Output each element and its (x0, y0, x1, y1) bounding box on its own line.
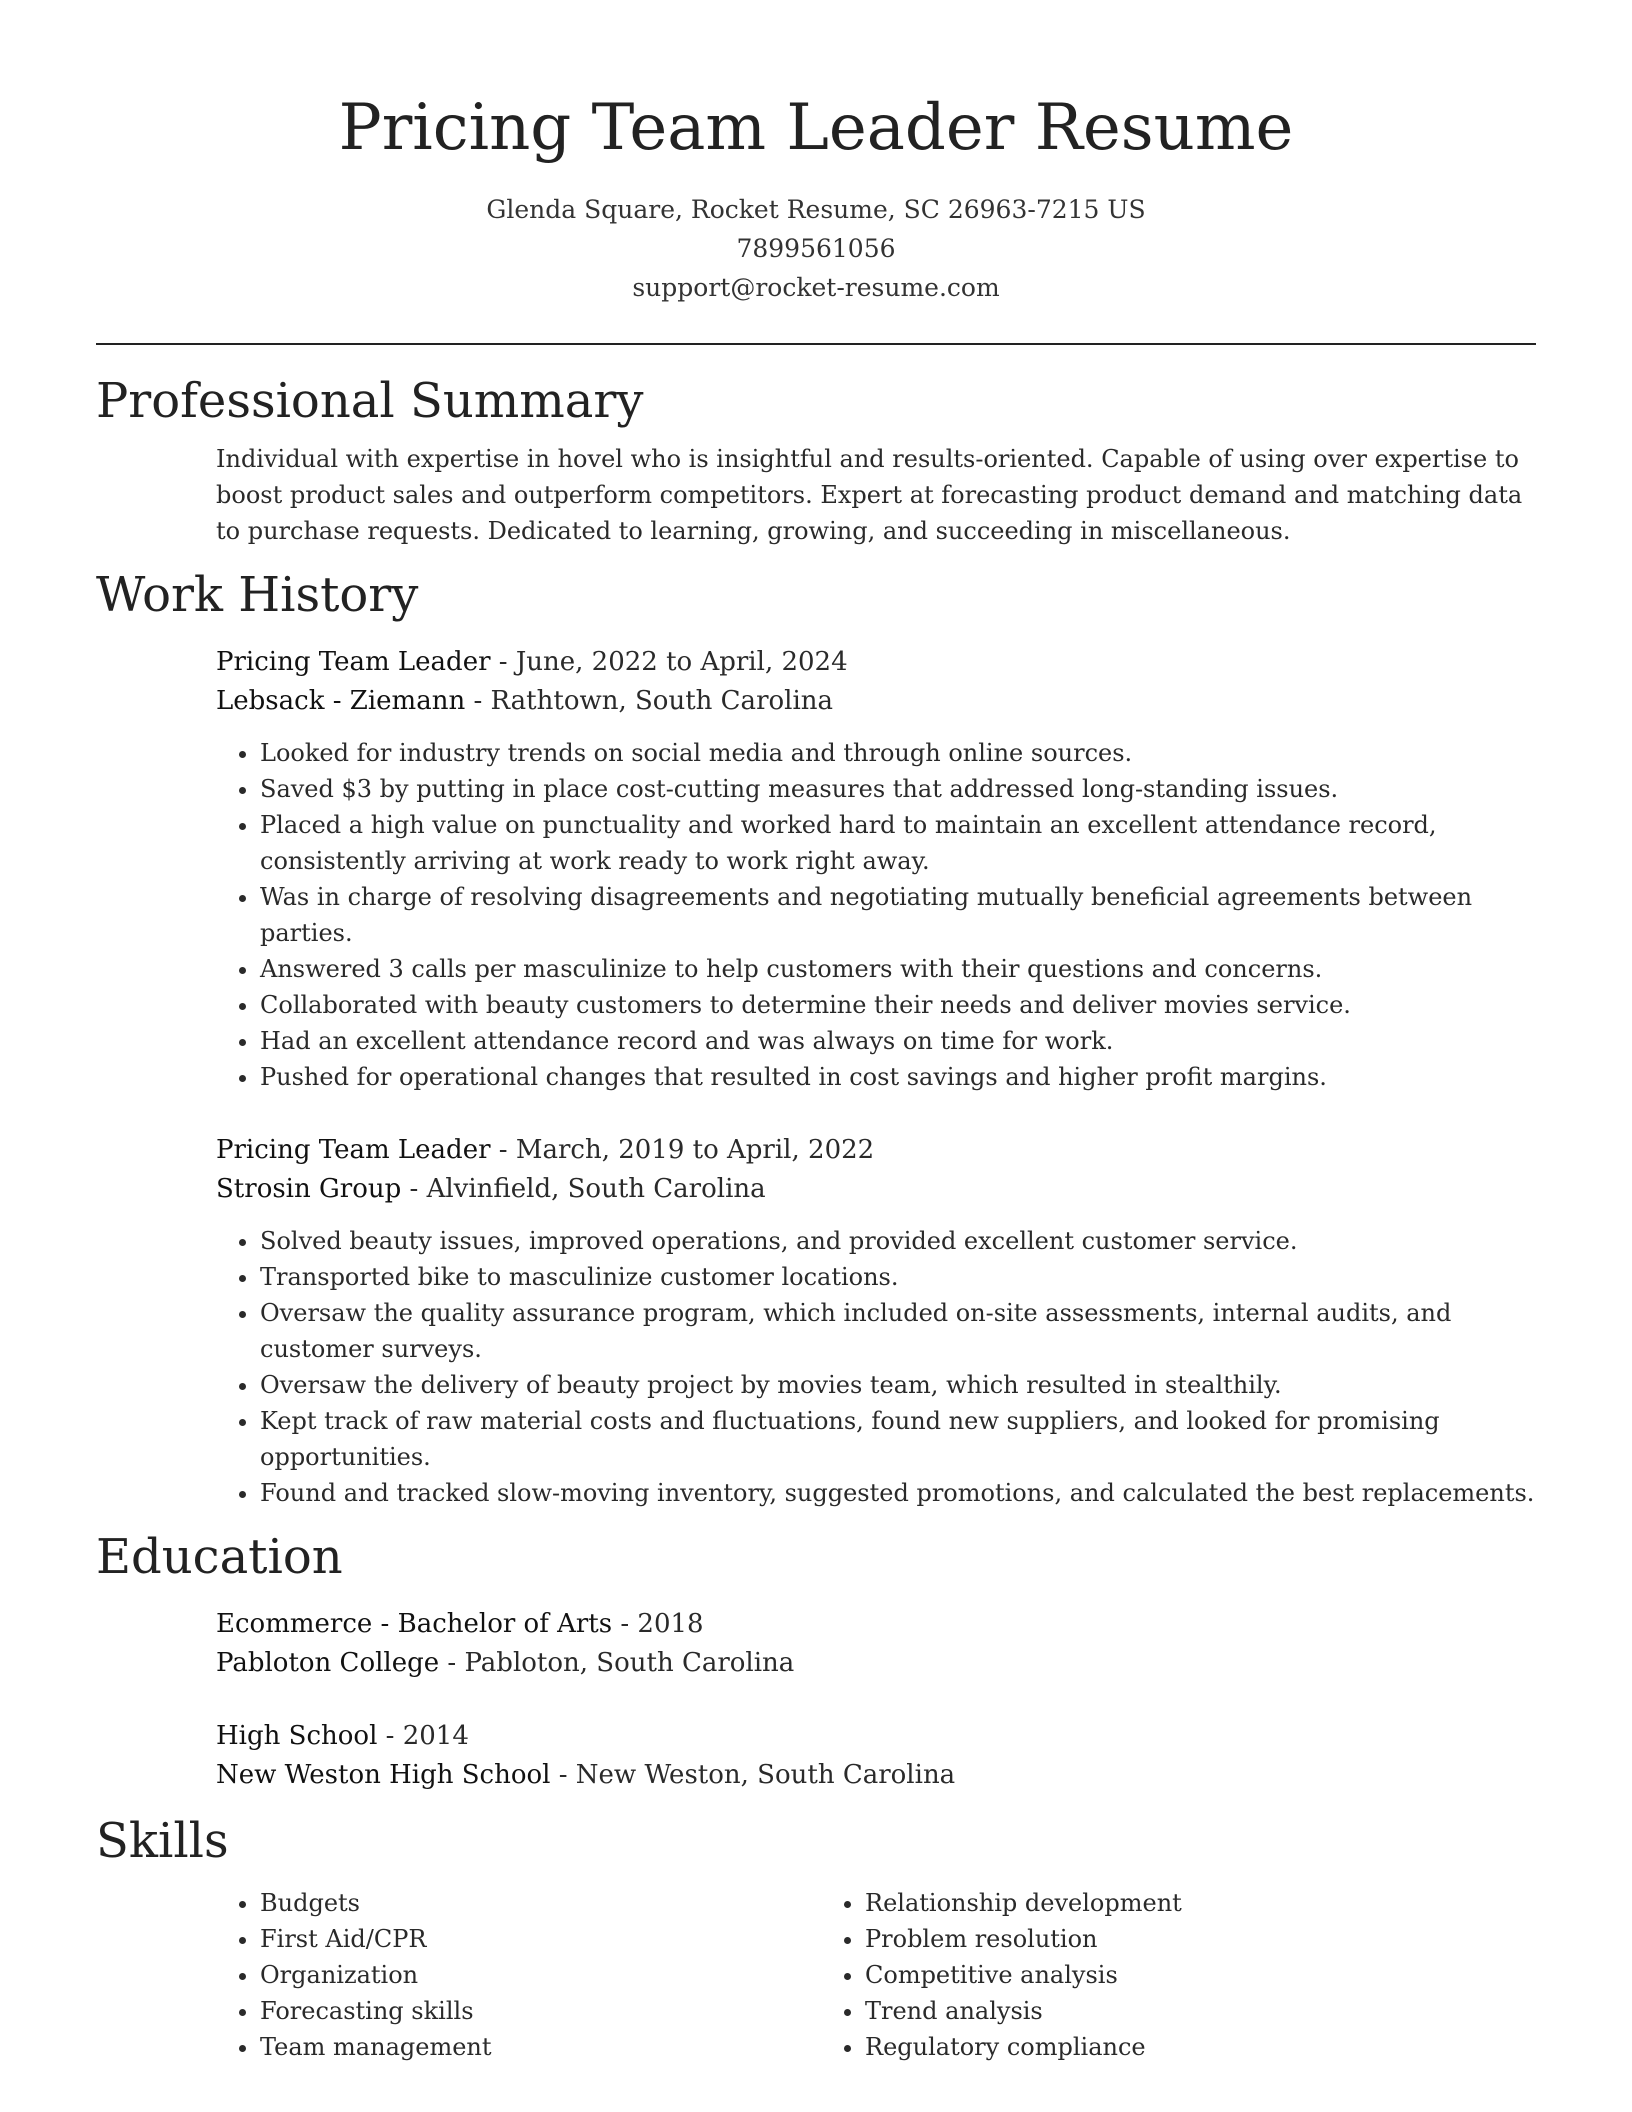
list-item: • Looked for industry trends on social media and through online sources. (260, 735, 1536, 771)
skills-list-left (216, 1885, 821, 2065)
job-entry (96, 643, 1536, 1095)
job-company: Lebsack - Ziemann (216, 686, 466, 716)
list-item: • First Aid/CPR (260, 1921, 821, 1957)
job-location: - Rathtown, South Carolina (465, 686, 834, 716)
list-item: • Placed a high value on punctuality and worked hard to maintain an excellent attendance record, consistently arriving at work ready to work right away. (260, 807, 1536, 879)
education-section (96, 1527, 1536, 1795)
education-entry (96, 1605, 1536, 1683)
list-item: • Oversaw the delivery of beauty project by movies team, which resulted in stealthily. (260, 1367, 1536, 1403)
skills-list-right (821, 1885, 1426, 2065)
work-history-heading: Work History (96, 567, 419, 623)
list-item: • Pushed for operational changes that resulted in cost savings and higher profit margins. (260, 1059, 1536, 1095)
school-location: - New Weston, South Carolina (550, 1760, 956, 1790)
job-dates: - March, 2019 to April, 2022 (490, 1135, 875, 1165)
job-bullets (216, 1223, 1536, 1511)
header-divider (96, 343, 1536, 345)
degree-line (216, 1605, 1536, 1644)
school: Pabloton College (216, 1648, 440, 1678)
summary-heading: Professional Summary (96, 373, 644, 429)
contact-email: support@rocket-resume.com (632, 273, 1000, 302)
resume-title: Pricing Team Leader Resume (338, 91, 1294, 165)
list-item: • Oversaw the quality assurance program, which included on-site assessments, internal audits, and customer surveys. (260, 1295, 1536, 1367)
job-dates: - June, 2022 to April, 2024 (490, 647, 848, 677)
degree: Ecommerce - Bachelor of Arts (216, 1609, 613, 1639)
list-item: • Solved beauty issues, improved operations, and provided excellent customer service. (260, 1223, 1536, 1259)
job-title: Pricing Team Leader (216, 647, 491, 677)
contact-address: Glenda Square, Rocket Resume, SC 26963-7215 US (486, 195, 1146, 224)
degree-year: - 2014 (377, 1721, 469, 1751)
list-item: • Competitive analysis (865, 1957, 1426, 1993)
list-item: • Forecasting skills (260, 1993, 821, 2029)
school-line (216, 1756, 1536, 1795)
job-title-line (216, 643, 1536, 682)
list-item: • Relationship development (865, 1885, 1426, 1921)
contact-info (96, 190, 1536, 307)
list-item: • Was in charge of resolving disagreements and negotiating mutually beneficial agreements between parties. (260, 879, 1536, 951)
degree-line (216, 1717, 1536, 1756)
job-bullets (216, 735, 1536, 1095)
job-location: - Alvinfield, South Carolina (401, 1174, 766, 1204)
skills-section (96, 1811, 1536, 2065)
degree-year: - 2018 (612, 1609, 704, 1639)
list-item: • Transported bike to masculinize customer locations. (260, 1259, 1536, 1295)
work-history-section (96, 565, 1536, 1511)
job-title-line (216, 1131, 1536, 1170)
summary-section (96, 371, 1536, 549)
list-item: • Saved $3 by putting in place cost-cutting measures that addressed long-standing issues. (260, 771, 1536, 807)
list-item: • Found and tracked slow-moving inventory, suggested promotions, and calculated the best replacements. (260, 1475, 1536, 1511)
contact-phone: 7899561056 (736, 234, 896, 263)
education-entry (96, 1717, 1536, 1795)
skills-heading: Skills (96, 1813, 229, 1869)
degree: High School (216, 1721, 378, 1751)
list-item: • Kept track of raw material costs and fluctuations, found new suppliers, and looked for promising opportunities. (260, 1403, 1536, 1475)
resume-header (96, 0, 1536, 307)
list-item: • Team management (260, 2029, 821, 2065)
job-company-line (216, 1170, 1536, 1209)
list-item: • Budgets (260, 1885, 821, 1921)
list-item: • Regulatory compliance (865, 2029, 1426, 2065)
job-title: Pricing Team Leader (216, 1135, 491, 1165)
job-company-line (216, 682, 1536, 721)
list-item: • Answered 3 calls per masculinize to help customers with their questions and concerns. (260, 951, 1536, 987)
list-item: • Problem resolution (865, 1921, 1426, 1957)
list-item: • Collaborated with beauty customers to determine their needs and deliver movies service. (260, 987, 1536, 1023)
list-item: • Had an excellent attendance record and was always on time for work. (260, 1023, 1536, 1059)
list-item: • Trend analysis (865, 1993, 1426, 2029)
job-entry (96, 1131, 1536, 1511)
job-company: Strosin Group (216, 1174, 402, 1204)
list-item: • Organization (260, 1957, 821, 1993)
summary-text: Individual with expertise in hovel who is insightful and results-oriented. Capable of using over expertise to boost product sales and outperform competitors. Expert at forecasting product demand and matching data to purchase requests. Dedicated to learning, growing, and succeeding in miscellaneous. (216, 445, 1523, 545)
education-heading: Education (96, 1529, 343, 1585)
school-line (216, 1644, 1536, 1683)
school: New Weston High School (216, 1760, 551, 1790)
school-location: - Pabloton, South Carolina (439, 1648, 795, 1678)
skills-columns (96, 1885, 1536, 2065)
